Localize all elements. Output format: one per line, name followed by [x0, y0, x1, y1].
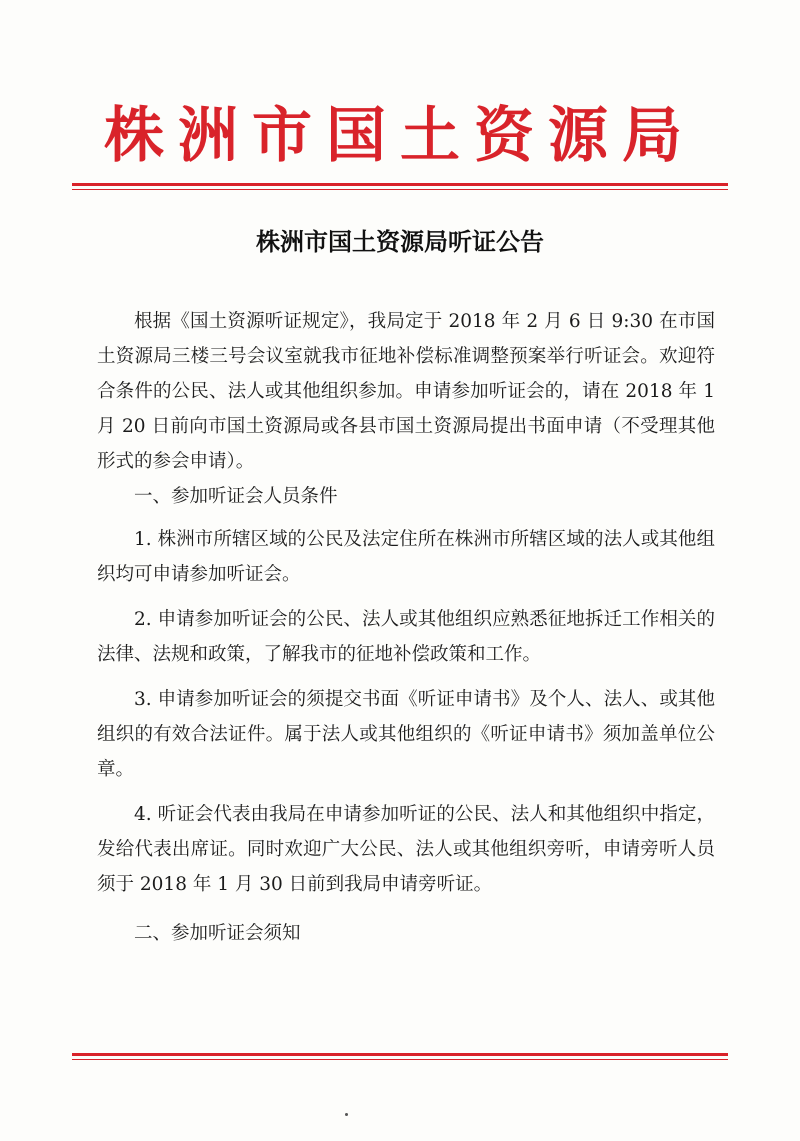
scan-speck	[345, 1113, 348, 1116]
condition-item-3: 3. 申请参加听证会的须提交书面《听证申请书》及个人、法人、或其他组织的有效合法证件。属于法人或其他组织的《听证申请书》须加盖单位公章。	[97, 689, 715, 780]
section-heading-1: 一、参加听证会人员条件	[134, 486, 338, 507]
footer-rule	[72, 1053, 728, 1060]
condition-item-2: 2. 申请参加听证会的公民、法人或其他组织应熟悉征地拆迁工作相关的法律、法规和政策，了解我市的征地补偿政策和工作。	[97, 609, 715, 665]
intro-paragraph: 根据《国土资源听证规定》，我局定于 2018 年 2 月 6 日 9:30 在市国土资源局三楼三号会议室就我市征地补偿标准调整预案举行听证会。欢迎符合条件的公民、法人或其他组织参加。申请参加听证会的，请在 2018 年 1 月 20 日前向市国土资源局或各县市国土资源局提出书面申请（不受理其他形式的参会申请）。	[97, 311, 715, 472]
notice-body	[97, 304, 715, 959]
letterhead-rule	[72, 183, 728, 190]
notice-title: 株洲市国土资源局听证公告	[256, 227, 544, 256]
condition-item-4: 4. 听证会代表由我局在申请参加听证的公民、法人和其他组织中指定，发给代表出席证。同时欢迎广大公民、法人或其他组织旁听，申请旁听人员须于 2018 年 1 月 30 日前到我局申请旁听证。	[97, 804, 715, 895]
letterhead-title: 株洲市国土资源局	[104, 101, 696, 171]
condition-item-1: 1. 株洲市所辖区域的公民及法定住所在株洲市所辖区域的法人或其他组织均可申请参加听证会。	[97, 529, 715, 585]
section-heading-2: 二、参加听证会须知	[134, 923, 301, 944]
